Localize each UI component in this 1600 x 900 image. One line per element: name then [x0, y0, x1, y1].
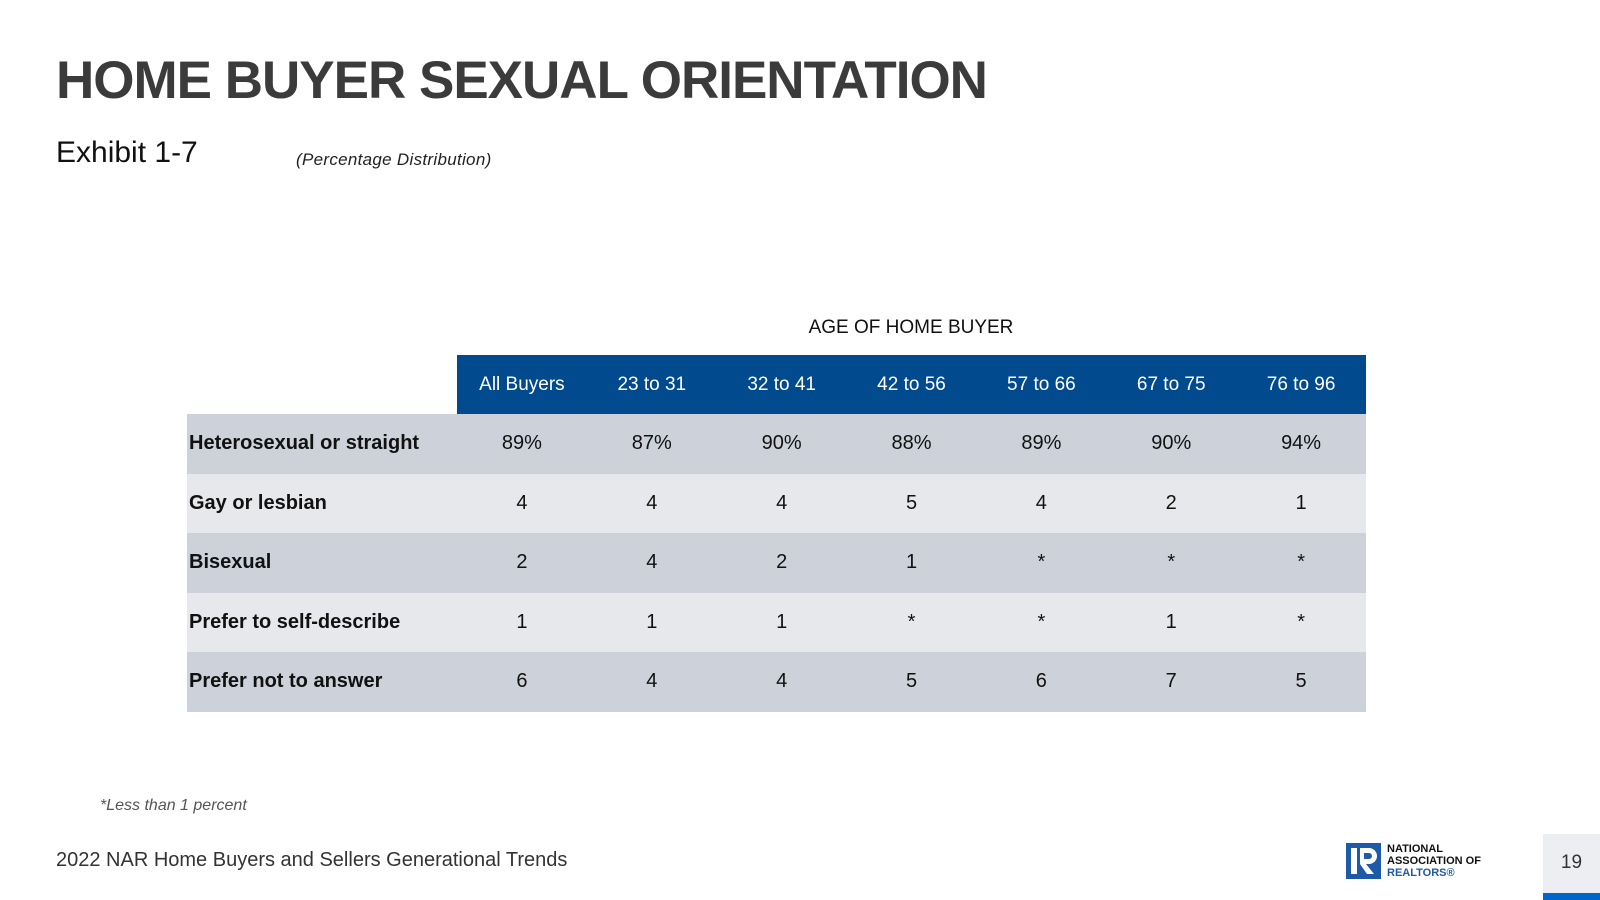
- column-header: 57 to 66: [976, 355, 1106, 414]
- table-cell: 87%: [631, 432, 672, 455]
- table-cell: 4: [646, 491, 658, 514]
- table-cell: *: [1297, 610, 1305, 633]
- nar-logo: [1346, 843, 1481, 879]
- logo-line: NATIONAL: [1387, 843, 1444, 855]
- table-cell: 2: [516, 551, 528, 574]
- column-header: 32 to 41: [717, 355, 847, 414]
- column-header: All Buyers: [457, 355, 587, 414]
- logo-line: ASSOCIATION OF: [1387, 855, 1481, 867]
- logo-wordmark: [1387, 843, 1481, 879]
- page-accent-bar: [1543, 893, 1600, 900]
- table-cell: 4: [646, 551, 658, 574]
- footnote: *Less than 1 percent: [100, 797, 247, 814]
- table-row: [187, 652, 1366, 712]
- table-cell: 4: [1035, 491, 1047, 514]
- table-cell: 1: [646, 610, 658, 633]
- table-cell: 90%: [1151, 432, 1192, 455]
- row-label: Prefer not to answer: [189, 670, 383, 693]
- table-row: [187, 593, 1366, 653]
- row-label: Gay or lesbian: [189, 491, 327, 514]
- table-cell: 1: [516, 610, 528, 633]
- table-cell: 4: [776, 491, 788, 514]
- column-header: 76 to 96: [1236, 355, 1366, 414]
- header-spacer: [187, 355, 457, 414]
- table-cell: 7: [1165, 670, 1177, 693]
- table-cell: 5: [905, 491, 918, 514]
- table-cell: 5: [905, 670, 918, 693]
- table-cell: 2: [1165, 491, 1177, 514]
- table-cell: *: [1167, 551, 1176, 574]
- subtitle: (Percentage Distribution): [296, 150, 492, 169]
- table-cell: 1: [1165, 610, 1177, 633]
- table-cell: 4: [646, 670, 658, 693]
- page-number-box: [1543, 834, 1600, 900]
- realtor-r-icon: [1346, 843, 1381, 879]
- table-cell: 1: [905, 551, 918, 574]
- table-cell: 4: [516, 491, 528, 514]
- table-cell: 6: [1035, 670, 1047, 693]
- column-header: 67 to 75: [1106, 355, 1236, 414]
- exhibit-label: Exhibit 1-7: [56, 136, 198, 169]
- footer-text: 2022 NAR Home Buyers and Sellers Generational Trends: [56, 849, 568, 871]
- page-number: 19: [1560, 852, 1583, 873]
- table-cell: 1: [1295, 491, 1307, 514]
- table-row: [187, 474, 1366, 534]
- table-row: [187, 533, 1366, 593]
- table-cell: 1: [776, 610, 788, 633]
- row-label: Bisexual: [189, 551, 272, 574]
- table-cell: *: [907, 610, 916, 633]
- logo-line: REALTORS®: [1387, 867, 1455, 879]
- table-cell: 89%: [1021, 432, 1062, 455]
- table-cell: *: [1037, 551, 1046, 574]
- page-title: HOME BUYER SEXUAL ORIENTATION: [56, 51, 987, 110]
- column-header: 42 to 56: [847, 355, 977, 414]
- table-cell: 2: [776, 551, 788, 574]
- column-header: 23 to 31: [587, 355, 717, 414]
- table-row: [187, 414, 1366, 474]
- table-cell: 88%: [891, 432, 932, 455]
- table-cell: 94%: [1281, 432, 1322, 455]
- age-group-header: AGE OF HOME BUYER: [808, 317, 1014, 338]
- table-cell: 90%: [761, 432, 802, 455]
- row-label: Prefer to self-describe: [189, 610, 401, 633]
- table-header-row: [187, 355, 1366, 414]
- data-table: [187, 355, 1366, 712]
- row-label: Heterosexual or straight: [189, 432, 420, 455]
- table-cell: *: [1037, 610, 1046, 633]
- table-cell: 5: [1295, 670, 1307, 693]
- table-cell: *: [1297, 551, 1305, 574]
- table-cell: 4: [776, 670, 788, 693]
- table-cell: 89%: [501, 432, 542, 455]
- table-cell: 6: [516, 670, 528, 693]
